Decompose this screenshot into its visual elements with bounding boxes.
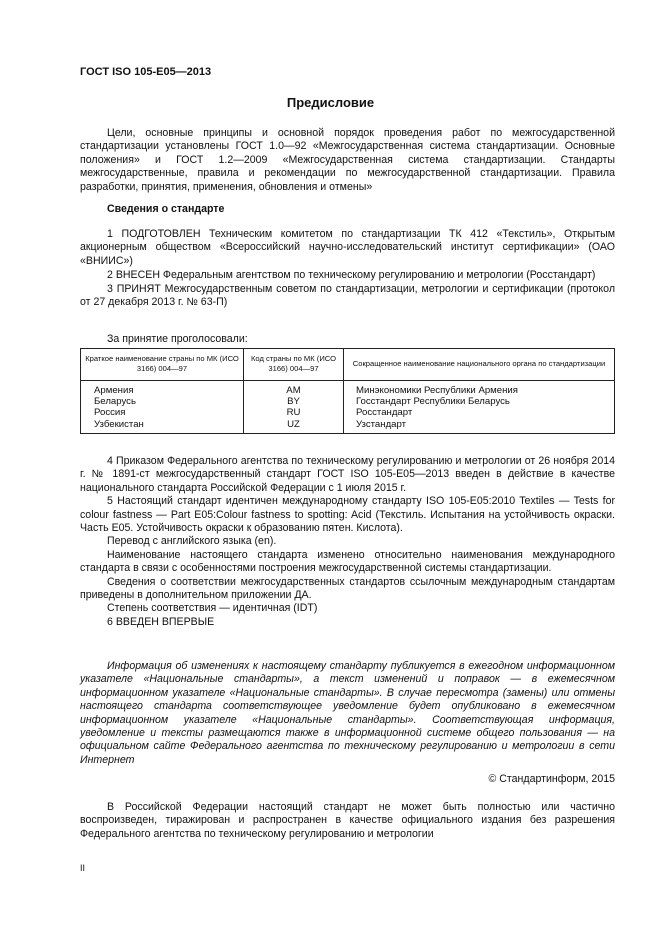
- section-heading: [80, 203, 615, 216]
- info-items-2: [80, 455, 615, 629]
- info-items-1: [80, 228, 615, 309]
- table-header-country: Краткое наименование страны по МК (ИСО 3166) 004—97: [81, 349, 244, 381]
- changes-info-text: Информация об изменениях к настоящему стандарту публикуется в ежегодном информационном указателе «Национальные стандарты», а текст изменений и поправок — в ежемесячном информационном указателе «Национальные стандарты». В случае пересмотра (замены) или отмены настоящего стандарта соответствующее уведомление будет опубликовано в ежемесячном информационном указателе «Национальные стандарты». Соответствующая информация, уведомление и тексты размещаются также в информационной системе общего пользования — на официальном сайте Федерального агентства по техническому регулированию и метрологии в сети Интернет: [80, 660, 615, 766]
- changes-info-block: [80, 660, 615, 767]
- table-cell-country: Беларусь: [81, 396, 244, 407]
- document-header: ГОСТ ISO 105-E05—2013: [80, 66, 212, 78]
- table-row: [81, 396, 615, 407]
- table-cell-country: Армения: [81, 381, 244, 397]
- table-header-body: Сокращенное наименование национального органа по стандартизации: [344, 349, 615, 381]
- rights-text: В Российской Федерации настоящий стандарт не может быть полностью или частично воспроизведен, тиражирован и распространен в качестве официального издания без разрешения Федерального агентства по техническому регулированию и метрологии: [80, 801, 615, 840]
- table-cell-country: Россия: [81, 407, 244, 418]
- item-5: 5 Настоящий стандарт идентичен международному стандарту ISO 105-E05:2010 Textiles — Tests for colour fastness — Part E05:Colour fastness to spotting: Acid (Текстиль. Испытания на устойчивость окраски. Часть E05. Устойчивость окраски к образованию пятен. Кислота).: [80, 495, 615, 535]
- table-cell-code: BY: [244, 396, 344, 407]
- table-cell-country: Узбекистан: [81, 419, 244, 434]
- intro-paragraph: [80, 127, 615, 194]
- table-row: [81, 407, 615, 418]
- table-header-code: Код страны по МК (ИСО 3166) 004—97: [244, 349, 344, 381]
- voted-label: [80, 333, 615, 346]
- table-cell-code: AM: [244, 381, 344, 397]
- item-1: 1 ПОДГОТОВЛЕН Техническим комитетом по стандартизации ТК 412 «Текстиль», Открытым акционерным обществом «Всероссийский научно-исследовательский институт сертификации» (ОАО «ВНИИС»): [80, 228, 615, 267]
- page-title: Предисловие: [286, 95, 375, 110]
- item-3: 3 ПРИНЯТ Межгосударственным советом по стандартизации, метрологии и сертификации (протокол от 27 декабря 2013 г. № 63-П): [80, 282, 615, 309]
- table-row: [81, 419, 615, 434]
- item-2: 2 ВНЕСЕН Федеральным агентством по техническому регулированию и метрологии (Росстандарт): [107, 268, 596, 281]
- translation-note: Перевод с английского языка (en).: [107, 535, 277, 548]
- table-header-row: [81, 349, 615, 381]
- name-change-note: Наименование настоящего стандарта изменено относительно наименования международного стандарта в связи с особенностями построения межгосударственной системы стандартизации.: [80, 548, 615, 575]
- table-cell-body: Узстандарт: [356, 418, 407, 430]
- item-4: 4 Приказом Федерального агентства по техническому регулированию и метрологии от 26 ноября 2014 г. № 1891-ст межгосударственный стандарт ГОСТ ISO 105-E05—2013 введен в действие в качестве национального стандарта Российской Федерации с 1 июля 2015 г.: [80, 455, 615, 494]
- table-cell-body: Минэкономики Республики Армения: [356, 385, 518, 396]
- voting-countries-table: [80, 348, 615, 434]
- table-cell-body: Госстандарт Республики Беларусь: [356, 396, 510, 408]
- correspondence-note: Сведения о соответствии межгосударственных стандартов ссылочным международным стандартам приведены в дополнительном приложении ДА.: [80, 575, 615, 602]
- table-cell-code: UZ: [244, 419, 344, 434]
- table-row: [81, 381, 615, 397]
- item-6: 6 ВВЕДЕН ВПЕРВЫЕ: [107, 615, 215, 628]
- page-number: II: [80, 863, 86, 873]
- compliance-degree: Степень соответствия — идентичная (IDT): [107, 602, 318, 615]
- copyright: © Стандартинформ, 2015: [488, 773, 615, 785]
- section-title: Сведения о стандарте: [107, 203, 225, 215]
- table-cell-code: RU: [244, 407, 344, 418]
- voted-text: За принятие проголосовали:: [107, 333, 248, 345]
- intro-text: Цели, основные принципы и основной порядок проведения работ по межгосударственной стандартизации установлены ГОСТ 1.0—92 «Межгосударственная система стандартизации. Основные положения» и ГОСТ 1.2—2009 «Межгосударственная система стандартизации. Стандарты межгосударственные, правила и рекомендации по межгосударственной стандартизации. Правила разработки, принятия, применения, обновления и отмены»: [80, 127, 615, 193]
- table-cell-body: Росстандарт: [356, 407, 413, 419]
- rights-block: [80, 801, 615, 841]
